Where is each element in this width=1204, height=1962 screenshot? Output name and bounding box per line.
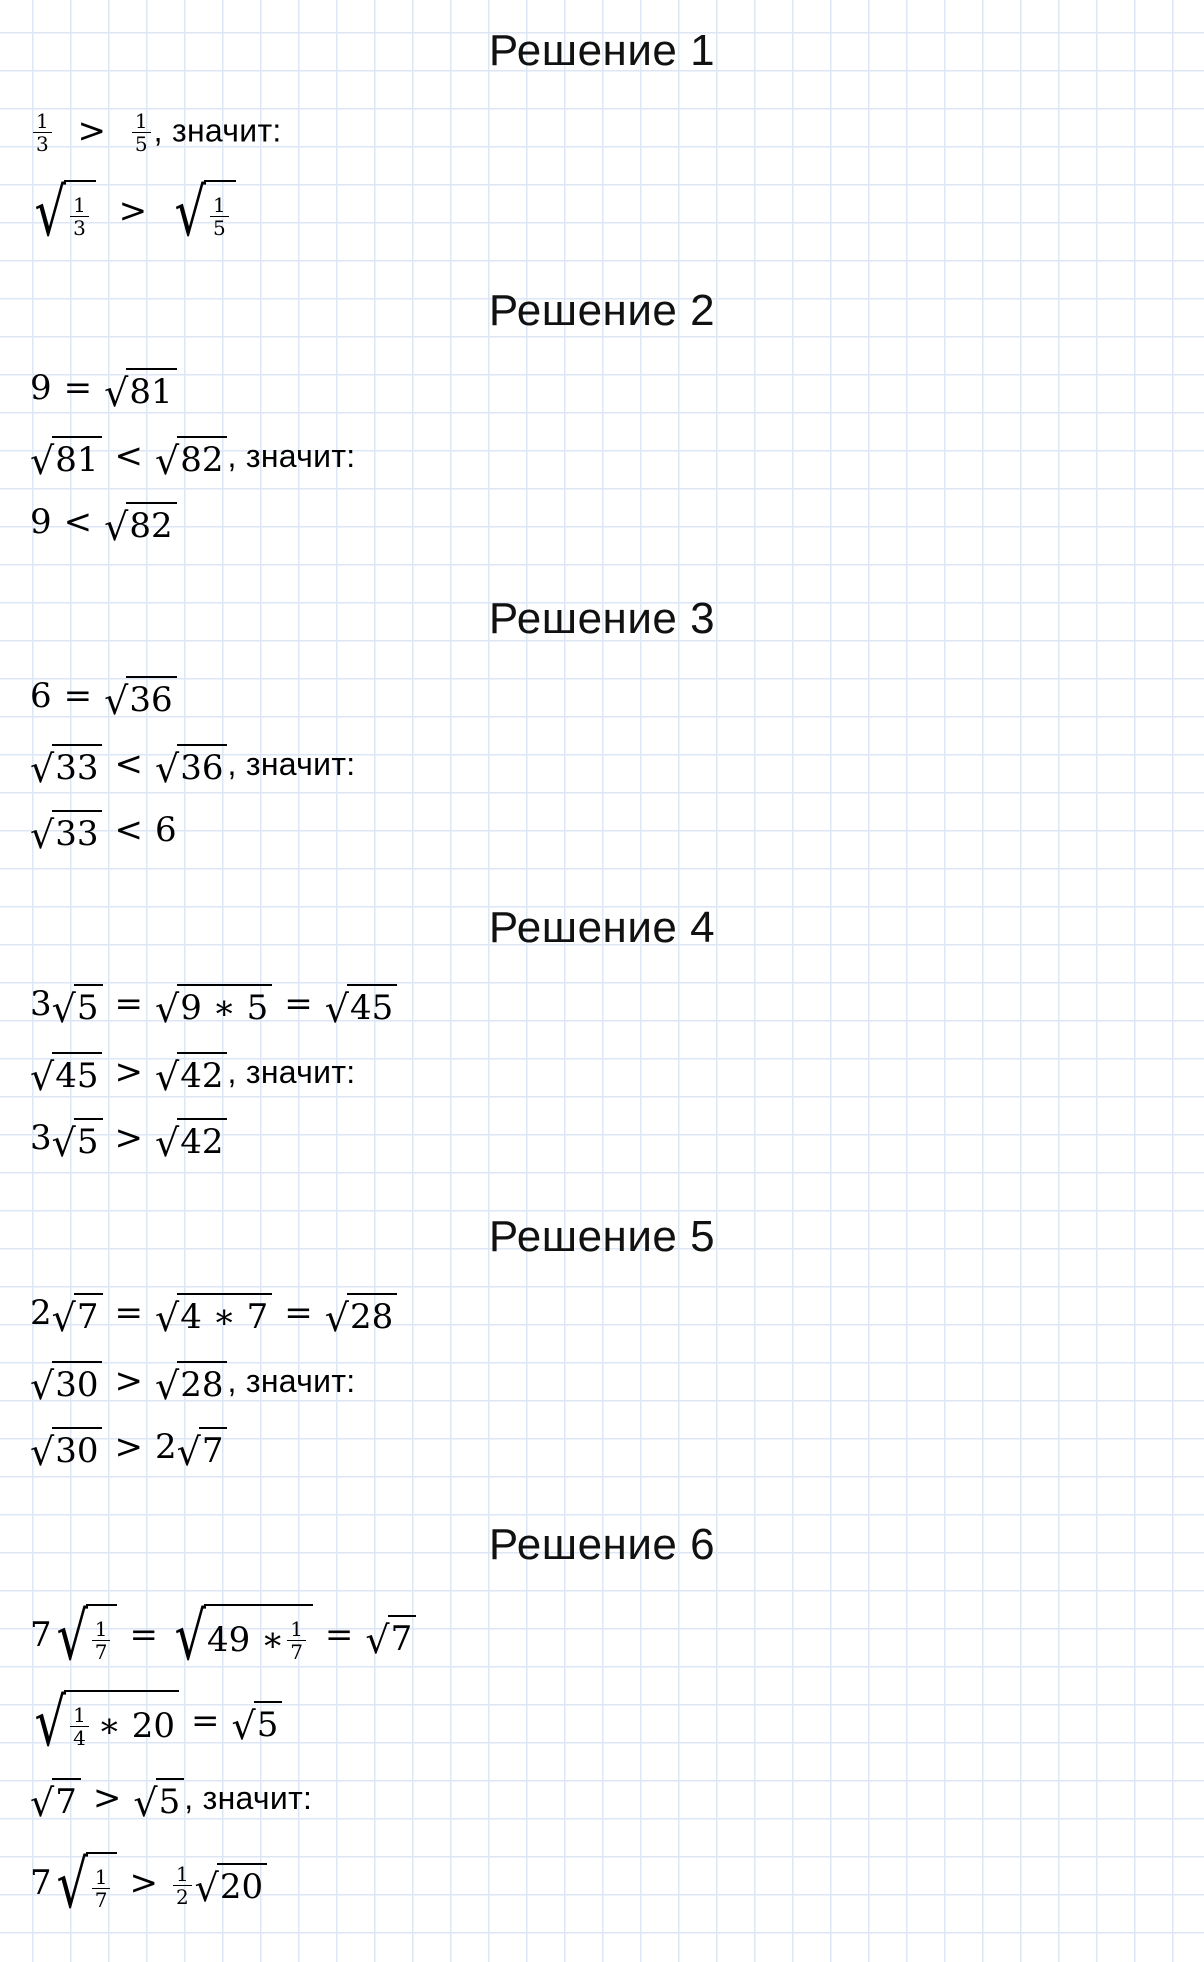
radical-sign: √ bbox=[104, 371, 129, 415]
numerator: 1 bbox=[287, 1618, 306, 1641]
sqrt bbox=[51, 1293, 103, 1340]
sqrt bbox=[155, 1293, 272, 1340]
radical-sign: √ bbox=[324, 987, 349, 1031]
radical-sign: √ bbox=[174, 1598, 206, 1675]
radicand: 82 bbox=[177, 436, 227, 480]
radical-sign: √ bbox=[56, 1598, 88, 1675]
s5-line-3 bbox=[30, 1427, 227, 1474]
number: 6 bbox=[30, 676, 52, 716]
numerator: 1 bbox=[132, 110, 151, 133]
radicand: 7 bbox=[199, 1427, 228, 1471]
conclusion-word: , значит: bbox=[227, 1054, 356, 1090]
denominator: 7 bbox=[94, 1639, 108, 1664]
radicand: 81 bbox=[126, 368, 176, 412]
sqrt bbox=[231, 1701, 282, 1748]
operator: < bbox=[63, 502, 93, 542]
denominator: 5 bbox=[134, 132, 148, 156]
operator: = bbox=[324, 1615, 354, 1655]
heading-solution-1: Решение 1 bbox=[488, 26, 716, 75]
operator: = bbox=[284, 984, 313, 1024]
conclusion-word: , значит: bbox=[153, 112, 282, 149]
fraction bbox=[210, 194, 229, 239]
sqrt bbox=[52, 1846, 118, 1923]
radicand: 36 bbox=[177, 744, 227, 788]
radical-sign: √ bbox=[30, 439, 55, 483]
radical-sign: √ bbox=[34, 1684, 67, 1761]
coefficient: 2 bbox=[30, 1293, 52, 1333]
operator: > bbox=[129, 1863, 158, 1903]
sqrt bbox=[155, 1118, 227, 1165]
radicand: 33 bbox=[52, 810, 102, 854]
sqrt bbox=[154, 436, 227, 483]
numerator: 1 bbox=[70, 1704, 89, 1727]
sqrt bbox=[51, 1118, 103, 1165]
operator: = bbox=[129, 1615, 158, 1655]
radical-sign: √ bbox=[51, 1296, 76, 1340]
heading-solution-3: Решение 3 bbox=[488, 594, 716, 643]
numerator: 1 bbox=[92, 1618, 111, 1641]
s2-line-1 bbox=[30, 368, 177, 415]
radicand: 20 bbox=[217, 1863, 267, 1907]
radical-sign: √ bbox=[155, 1121, 180, 1165]
radical-sign: √ bbox=[154, 747, 180, 791]
s6-line-1 bbox=[30, 1598, 416, 1675]
radicand: 28 bbox=[347, 1293, 397, 1337]
coefficient: 7 bbox=[30, 1863, 52, 1903]
sqrt bbox=[365, 1615, 416, 1662]
heading-solution-2: Решение 2 bbox=[488, 286, 716, 335]
operator: > bbox=[114, 1118, 143, 1158]
coefficient: 3 bbox=[30, 1118, 52, 1158]
radical-sign: √ bbox=[176, 1430, 201, 1474]
radical-sign: √ bbox=[174, 174, 206, 251]
sqrt bbox=[30, 1778, 81, 1825]
radicand: 36 bbox=[126, 676, 176, 720]
radicand: 45 bbox=[52, 1052, 102, 1096]
radicand: 30 bbox=[52, 1427, 102, 1471]
sqrt bbox=[30, 1361, 102, 1408]
sqrt bbox=[52, 1598, 118, 1675]
sqrt bbox=[170, 174, 236, 251]
s6-line-2 bbox=[30, 1684, 282, 1761]
coefficient: 7 bbox=[30, 1615, 52, 1655]
numerator: 1 bbox=[173, 1863, 192, 1886]
fraction bbox=[70, 1704, 89, 1749]
radical-sign: √ bbox=[51, 987, 76, 1031]
sqrt bbox=[30, 1052, 102, 1099]
operator: > bbox=[114, 1427, 143, 1467]
radicand: 7 bbox=[388, 1615, 417, 1659]
denominator: 7 bbox=[290, 1639, 303, 1664]
radical-sign: √ bbox=[30, 1430, 55, 1474]
sqrt bbox=[30, 744, 102, 791]
radicand: 5 bbox=[74, 1118, 103, 1162]
heading-solution-4: Решение 4 bbox=[488, 903, 716, 952]
denominator: 4 bbox=[73, 1725, 86, 1750]
radicand: 30 bbox=[52, 1361, 102, 1405]
sqrt bbox=[30, 174, 96, 251]
operator: > bbox=[114, 1361, 143, 1401]
radicand: 5 bbox=[74, 984, 103, 1028]
radical-sign: √ bbox=[154, 1364, 180, 1408]
fraction bbox=[70, 194, 89, 239]
fraction bbox=[33, 110, 52, 155]
conclusion-word: , значит: bbox=[227, 438, 356, 474]
radicand: 82 bbox=[126, 502, 176, 546]
radical-sign: √ bbox=[154, 1055, 180, 1099]
s3-line-1 bbox=[30, 676, 177, 723]
sqrt bbox=[51, 984, 103, 1031]
operator: = bbox=[63, 368, 93, 408]
radicand: 5 bbox=[254, 1701, 283, 1745]
radicand: 5 bbox=[156, 1778, 185, 1822]
numerator: 1 bbox=[33, 110, 52, 133]
sqrt bbox=[133, 1778, 184, 1825]
sqrt bbox=[194, 1863, 267, 1910]
operator: < bbox=[114, 810, 143, 850]
radicand: 42 bbox=[177, 1052, 227, 1096]
s4-line-1 bbox=[30, 984, 397, 1031]
fraction bbox=[132, 110, 151, 155]
denominator: 2 bbox=[175, 1884, 189, 1909]
sqrt bbox=[104, 676, 176, 723]
s2-line-2 bbox=[30, 436, 356, 483]
s1-line-1 bbox=[30, 110, 282, 155]
fraction bbox=[92, 1866, 111, 1911]
s4-line-2 bbox=[30, 1052, 356, 1099]
s1-line-2 bbox=[30, 174, 236, 251]
s2-line-3 bbox=[30, 502, 177, 549]
radical-sign: √ bbox=[154, 439, 180, 483]
s6-line-4 bbox=[30, 1846, 267, 1923]
operator: > bbox=[77, 110, 107, 151]
radical-sign: √ bbox=[194, 1866, 219, 1910]
s3-line-2 bbox=[30, 744, 356, 791]
conclusion-word: , значит: bbox=[184, 1780, 313, 1816]
denominator: 7 bbox=[94, 1887, 108, 1912]
number: 9 bbox=[30, 368, 52, 408]
s4-line-3 bbox=[30, 1118, 227, 1165]
operator: = bbox=[190, 1701, 220, 1741]
radicand-part: ∗ 20 bbox=[97, 1706, 175, 1746]
sqrt bbox=[324, 984, 397, 1031]
sqrt bbox=[324, 1293, 397, 1340]
radical-sign: √ bbox=[104, 679, 129, 723]
radicand: 81 bbox=[52, 436, 102, 480]
sqrt bbox=[104, 368, 176, 415]
radical-sign: √ bbox=[231, 1704, 256, 1748]
sqrt bbox=[30, 810, 102, 857]
sqrt bbox=[176, 1427, 228, 1474]
radicand: 7 bbox=[74, 1293, 103, 1337]
fraction bbox=[92, 1618, 111, 1663]
radicand-part: 49 ∗ bbox=[207, 1620, 285, 1660]
denominator: 5 bbox=[212, 215, 226, 240]
radicand: 45 bbox=[347, 984, 397, 1028]
s3-line-3 bbox=[30, 810, 177, 857]
denominator: 3 bbox=[73, 215, 86, 240]
sqrt bbox=[154, 1052, 227, 1099]
radicand: 28 bbox=[177, 1361, 227, 1405]
radicand: 42 bbox=[177, 1118, 227, 1162]
s5-line-2 bbox=[30, 1361, 356, 1408]
operator: < bbox=[114, 436, 143, 476]
operator: = bbox=[284, 1293, 313, 1333]
sqrt bbox=[170, 1598, 313, 1675]
operator: = bbox=[114, 984, 143, 1024]
heading-solution-5: Решение 5 bbox=[488, 1212, 716, 1261]
heading-solution-6: Решение 6 bbox=[488, 1520, 716, 1569]
radical-sign: √ bbox=[30, 1781, 55, 1825]
numerator: 1 bbox=[70, 194, 89, 217]
fraction bbox=[173, 1863, 192, 1908]
radical-sign: √ bbox=[324, 1296, 349, 1340]
radical-sign: √ bbox=[365, 1618, 390, 1662]
radical-sign: √ bbox=[56, 1846, 88, 1923]
radical-sign: √ bbox=[30, 1055, 55, 1099]
sqrt bbox=[155, 984, 272, 1031]
radical-sign: √ bbox=[133, 1781, 158, 1825]
operator: = bbox=[114, 1293, 143, 1333]
sqrt bbox=[154, 744, 227, 791]
radical-sign: √ bbox=[30, 813, 55, 857]
operator: > bbox=[114, 1052, 143, 1092]
radical-sign: √ bbox=[34, 174, 67, 251]
radical-sign: √ bbox=[30, 1364, 55, 1408]
radical-sign: √ bbox=[104, 505, 129, 549]
operator: < bbox=[114, 744, 143, 784]
sqrt bbox=[154, 1361, 227, 1408]
radical-sign: √ bbox=[155, 987, 180, 1031]
radical-sign: √ bbox=[51, 1121, 76, 1165]
radicand: 33 bbox=[52, 744, 102, 788]
coefficient: 2 bbox=[154, 1427, 177, 1467]
s5-line-1 bbox=[30, 1293, 397, 1340]
conclusion-word: , значит: bbox=[227, 1363, 356, 1399]
sqrt bbox=[104, 502, 176, 549]
s6-line-3 bbox=[30, 1778, 313, 1825]
fraction bbox=[287, 1618, 306, 1663]
radical-sign: √ bbox=[155, 1296, 180, 1340]
radicand: 4 ∗ 7 bbox=[177, 1293, 272, 1337]
numerator: 1 bbox=[210, 194, 229, 217]
radicand: 7 bbox=[52, 1778, 81, 1822]
radicand: 9 ∗ 5 bbox=[177, 984, 272, 1028]
operator: = bbox=[63, 676, 93, 716]
coefficient: 3 bbox=[30, 984, 52, 1024]
operator: > bbox=[92, 1778, 122, 1818]
radical-sign: √ bbox=[30, 747, 55, 791]
number: 9 bbox=[30, 502, 52, 542]
denominator: 3 bbox=[36, 132, 49, 156]
operator: > bbox=[118, 191, 148, 231]
sqrt bbox=[30, 436, 102, 483]
sqrt bbox=[30, 1684, 179, 1761]
number: 6 bbox=[154, 810, 177, 850]
sqrt bbox=[30, 1427, 102, 1474]
numerator: 1 bbox=[92, 1866, 111, 1889]
conclusion-word: , значит: bbox=[227, 746, 356, 782]
